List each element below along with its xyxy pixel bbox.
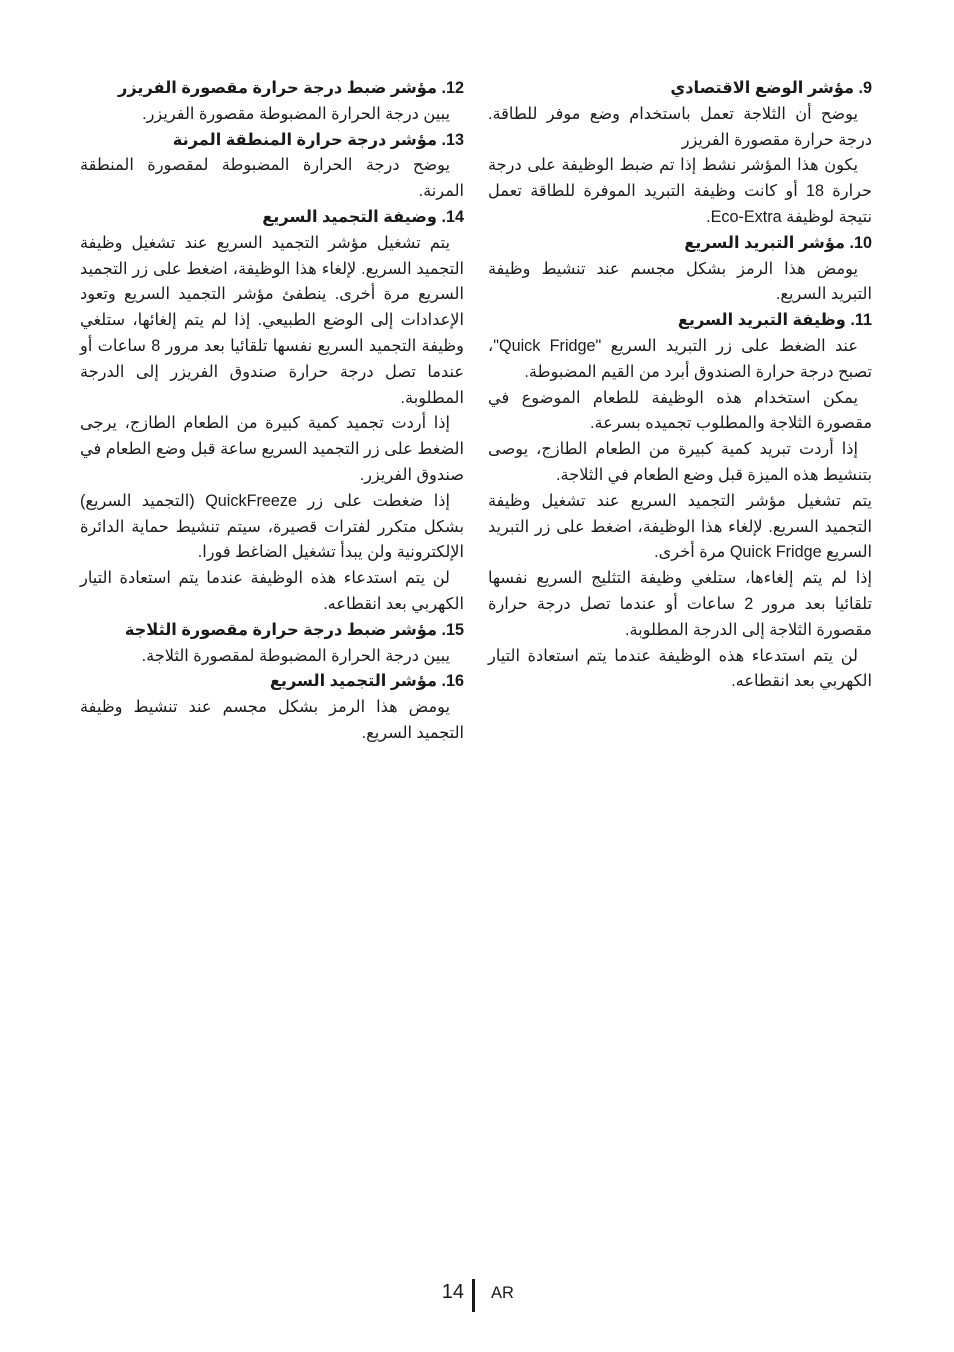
language-code: AR (491, 1284, 514, 1302)
section-12-paragraph-1: يبين درجة الحرارة المضبوطة مقصورة الفريزر. (142, 104, 450, 123)
section-14-heading: 14. وضيفة التجميد السريع (262, 207, 464, 226)
section-10-paragraph-1: يومض هذا الرمز بشكل مجسم عند تنشيط وظيفة التبريد السريع. (488, 259, 872, 304)
section-14-paragraph-2: إذا أردت تجميد كمية كبيرة من الطعام الطازج، يرجى الضغط على زر التجميد السريع ساعة قبل وضع الطعام في صندوق الفريزر. (80, 414, 464, 484)
footer-divider (472, 1279, 475, 1312)
section-11-paragraph-2: يمكن استخدام هذه الوظيفة للطعام الموضوع في مقصورة الثلاجة والمطلوب تجميده بسرعة. (488, 388, 872, 433)
page-footer (0, 1279, 954, 1313)
section-13-paragraph-1: يوضح درجة الحرارة المضبوطة لمقصورة المنطقة المرنة. (80, 156, 464, 201)
right-column (488, 76, 872, 695)
section-9-paragraph-1: يوضح أن الثلاجة تعمل باستخدام وضع موفر للطاقة. درجة حرارة مقصورة الفريزر (488, 104, 872, 149)
section-14-paragraph-1: يتم تشغيل مؤشر التجميد السريع عند تشغيل وظيفة التجميد السريع. لإلغاء هذا الوظيفة، اضغط على زر التجميد السريع مرة أخرى. ينطفئ مؤشر التجميد السريع وتعود الإعدادات إلى الوضع الطبيعي. إذا لم يتم إلغائها، ستلغي وظيفة التجميد السريع نفسها تلقائيا بعد مرور 8 ساعات أو عندما تصل درجة حرارة صندوق الفريزر إلى الدرجة المطلوبة. (80, 233, 464, 407)
section-14-paragraph-4: لن يتم استدعاء هذه الوظيفة عندما يتم استعادة التيار الكهربي بعد انقطاعه. (80, 569, 464, 613)
section-11-paragraph-1: عند الضغط على زر التبريد السريع "Quick Fridge"، تصبح درجة حرارة الصندوق أبرد من القيم المضبوطة. (488, 336, 872, 381)
section-15-paragraph-1: يبين درجة الحرارة المضبوطة لمقصورة الثلاجة. (141, 646, 450, 665)
section-12-heading: 12. مؤشر ضبط درجة حرارة مقصورة الفريزر (118, 79, 464, 97)
section-11-heading: 11. وظيفة التبريد السريع (677, 311, 872, 330)
section-14-paragraph-3: إذا ضغطت على زر QuickFreeze (التجميد السريع) بشكل متكرر لفترات قصيرة، سيتم تنشيط حماية الدائرة الإلكترونية ولن يبدأ تشغيل الضاغط فورا. (80, 491, 464, 562)
section-11-paragraph-4: يتم تشغيل مؤشر التجميد السريع عند تشغيل وظيفة التجميد السريع. لإلغاء هذا الوظيفة، اضغط على زر التبريد السريع Quick Fridge مرة أخرى. (488, 491, 872, 562)
section-9-heading: 9. مؤشر الوضع الاقتصادي (670, 79, 872, 97)
section-16-heading: 16. مؤشر التجميد السريع (269, 672, 464, 691)
section-11-paragraph-3: إذا أردت تبريد كمية كبيرة من الطعام الطازج، يوصى بتنشيط هذه الميزة قبل وضع الطعام في الثلاجة. (488, 440, 872, 484)
section-13-heading: 13. مؤشر درجة حرارة المنطقة المرنة (172, 130, 464, 149)
section-16-paragraph-1: يومض هذا الرمز بشكل مجسم عند تنشيط وظيفة التجميد السريع. (80, 698, 464, 742)
page-number: 14 (441, 1281, 464, 1303)
section-15-heading: 15. مؤشر ضبط درجة حرارة مقصورة الثلاجة (124, 620, 464, 639)
section-9-paragraph-2: يكون هذا المؤشر نشط إذا تم ضبط الوظيفة على درجة حرارة 18 أو كانت وظيفة التبريد الموفرة للطاقة تعمل نتيجة لوظيفة Eco-Extra. (488, 156, 873, 226)
section-10-heading: 10. مؤشر التبريد السريع (684, 233, 872, 252)
section-11-paragraph-6: لن يتم استدعاء هذه الوظيفة عندما يتم استعادة التيار الكهربي بعد انقطاعه. (488, 646, 872, 691)
left-column (80, 76, 464, 747)
section-11-paragraph-5: إذا لم يتم إلغاءها، ستلغي وظيفة التثليج السريع نفسها تلقائيا بعد مرور 2 ساعات أو عندما تصل درجة حرارة مقصورة الثلاجة إلى الدرجة المطلوبة. (488, 569, 872, 639)
